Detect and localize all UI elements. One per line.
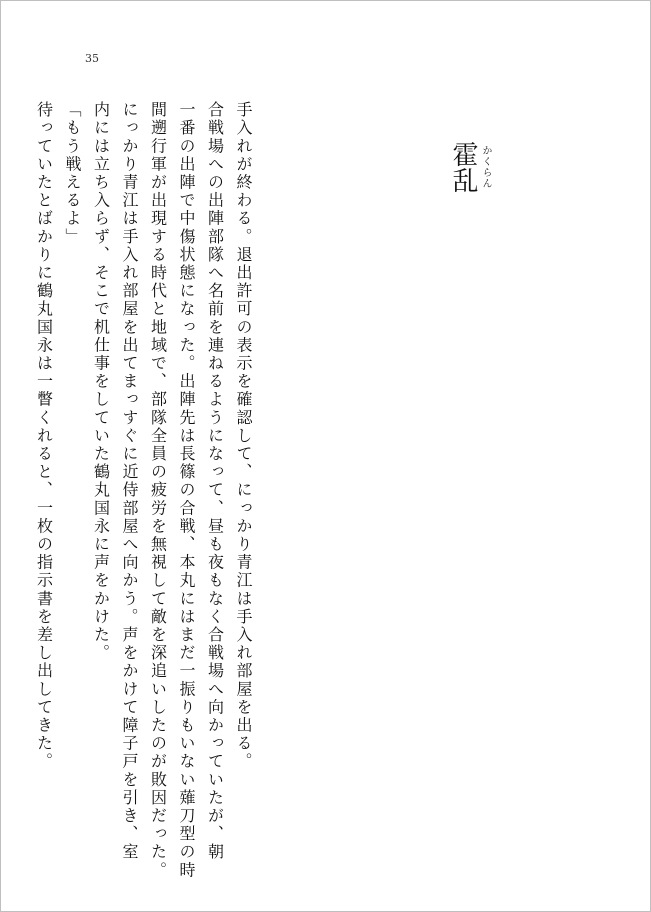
chapter-title-ruby: かくらん [480,145,491,189]
text-line: 手入れが終わる。退出許可の表示を確認して、にっかり青江は手入れ部屋を出る。 [234,101,253,771]
text-line: 間遡行軍が出現する時代と地域で、部隊全員の疲労を無視して敵を深追いしたのが敗因だった。 [148,101,168,880]
text-line: 待っていたとばかりに鶴丸国永は一瞥くれると、一枚の指示書を差し出してきた。 [34,101,54,771]
text-line: 内には立ち入らず、そこで机仕事をしていた鶴丸国永に声をかけた。 [91,101,111,663]
text-line: 「もう戦えるよ」 [63,101,82,246]
chapter-title [448,141,508,221]
chapter-title-text: 霍乱 [448,141,478,193]
text-line: 合戦場への出陣部隊へ名前を連ねるようになって、昼も夜もなく合戦場へ向かっていたが、朝 [205,101,225,862]
text-line: 一番の出陣で中傷状態になった。出陣先は長篠の合戦、本丸にはまだ一振りもいない薙刀型の時 [177,101,196,880]
page-number: 35 [85,52,99,65]
body-text [29,101,257,881]
text-line: にっかり青江は手入れ部屋を出てまっすぐに近侍部屋へ向かう。声をかけて障子戸を引き、室 [120,101,139,862]
